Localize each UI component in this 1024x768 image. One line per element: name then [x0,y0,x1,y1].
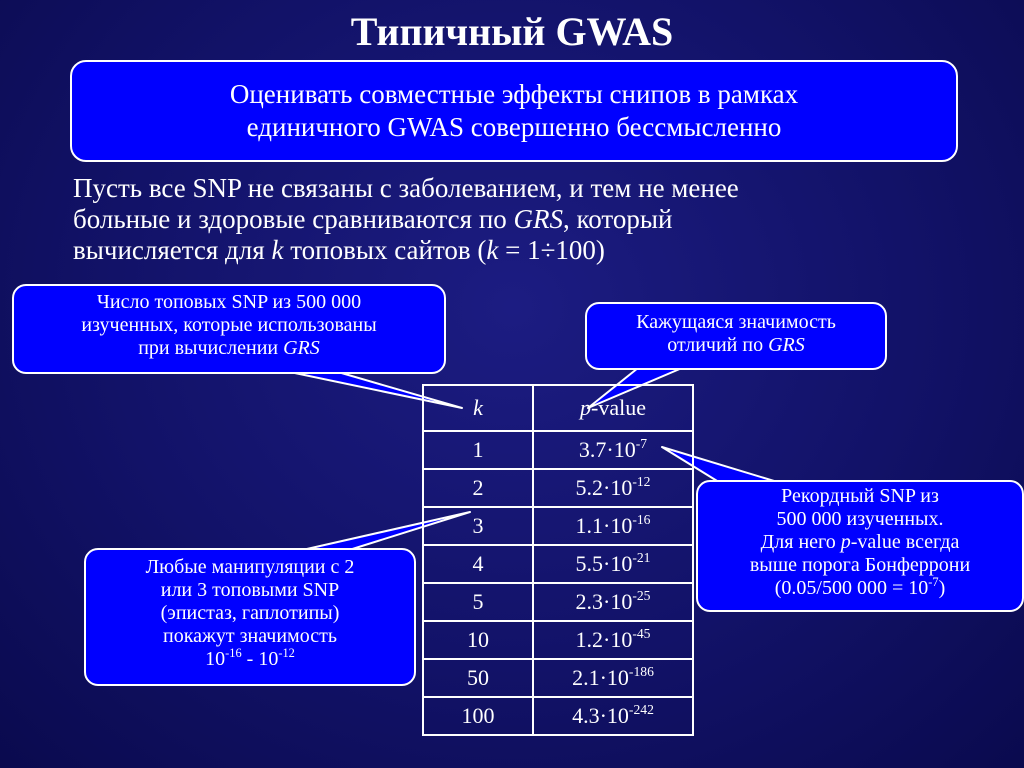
callout-text: отличий по [667,334,769,356]
table-row [423,469,693,507]
callout-text: ) [938,577,946,599]
callout-line: Число топовых SNP из 500 000 [96,291,362,313]
callout-text: Для него [760,531,841,553]
pvalue-mantissa: 5.2·10 [575,475,633,500]
header-value-text: -value [591,395,646,420]
pvalue-exponent: -25 [632,588,651,604]
cell-pvalue [533,621,693,659]
pvalue-exponent: -186 [628,664,654,680]
cell-pvalue [533,507,693,545]
table-row [423,507,693,545]
pvalue-exponent: -7 [635,436,648,452]
table-row [423,697,693,735]
callout-line [698,574,1022,600]
callout-text: при вычислении [138,337,284,359]
pvalue-mantissa: 1.2·10 [575,627,633,652]
callout-line [86,645,414,671]
table-row [423,659,693,697]
callout-line [587,334,885,357]
intro-line-1: Пусть все SNP не связаны с заболеванием, и тем не менее [73,173,739,203]
pvalue-exponent: -12 [632,474,651,490]
callout-p: p [840,531,851,553]
callout-line [14,337,444,360]
header-pvalue [533,385,693,431]
callout-line: Рекордный SNP из [781,485,939,507]
callout-text: -value всегда [850,531,960,553]
cell-k: 100 [423,697,533,735]
callout-p-note [585,302,887,370]
intro-text: больные и здоровые сравниваются по [73,204,514,234]
callout-line: Кажущаяся значимость [636,311,836,333]
intro-text: топовых сайтов ( [283,235,487,265]
intro-text: вычисляется для [73,235,272,265]
cell-pvalue [533,469,693,507]
banner-line-1: Оценивать совместные эффекты снипов в рамках [229,79,799,109]
table-row [423,431,693,469]
callout-line: (эпистаз, гаплотипы) [160,602,340,624]
callout-line: или 3 топовыми SNP [160,579,340,601]
pvalue-mantissa: 1.1·10 [575,513,633,538]
pvalue-exponent: -45 [632,626,651,642]
slide-title: Типичный GWAS [350,9,674,54]
cell-k: 3 [423,507,533,545]
pvalue-mantissa: 4.3·10 [572,703,629,728]
cell-k: 5 [423,583,533,621]
cell-pvalue [533,697,693,735]
callout-exponent: -12 [278,645,295,660]
pvalue-mantissa: 5.5·10 [575,551,633,576]
banner-line-2: единичного GWAS совершенно бессмысленно [246,112,782,142]
callout-line: 500 000 изученных. [776,508,944,530]
cell-k: 50 [423,659,533,697]
callout-record-note [696,480,1024,612]
intro-k: k [271,235,284,265]
cell-k: 1 [423,431,533,469]
pvalue-exponent: -242 [628,702,654,718]
cell-pvalue [533,583,693,621]
callout-grs: GRS [768,334,805,356]
callout-line: изученных, которые использованы [81,314,377,336]
header-k-text: k [473,395,483,420]
pvalue-mantissa: 3.7·10 [578,437,636,462]
intro-k: k [486,235,499,265]
callout-text: - 10 [241,648,279,670]
table-row [423,545,693,583]
cell-k: 2 [423,469,533,507]
pvalue-exponent: -16 [632,512,651,528]
table-row [423,583,693,621]
callout-grs: GRS [283,337,320,359]
callout-exponent: -7 [928,574,939,589]
intro-grs: GRS [513,204,564,234]
cell-pvalue [533,659,693,697]
table-row [423,621,693,659]
callout-k-note [12,284,446,374]
callout-manip-note [84,548,416,686]
callout-line: выше порога Бонферрони [749,554,971,576]
intro-text: , который [563,204,673,234]
pvalue-mantissa: 2.1·10 [572,665,629,690]
header-p-text: p [580,395,592,420]
callout-line: Любые манипуляции с 2 [145,556,355,578]
cell-pvalue [533,545,693,583]
header-k [423,385,533,431]
cell-k: 4 [423,545,533,583]
callout-text: (0.05/500 000 = 10 [774,577,929,599]
pvalue-mantissa: 2.3·10 [575,589,633,614]
callout-line: покажут значимость [163,625,337,647]
grs-pvalue-table [422,384,694,736]
pvalue-exponent: -21 [632,550,651,566]
callout-text: 10 [205,648,226,670]
intro-text: = 1÷100) [498,235,605,265]
table-header-row [423,385,693,431]
callout-exponent: -16 [225,645,242,660]
cell-pvalue [533,431,693,469]
cell-k: 10 [423,621,533,659]
callout-line [698,531,1022,554]
